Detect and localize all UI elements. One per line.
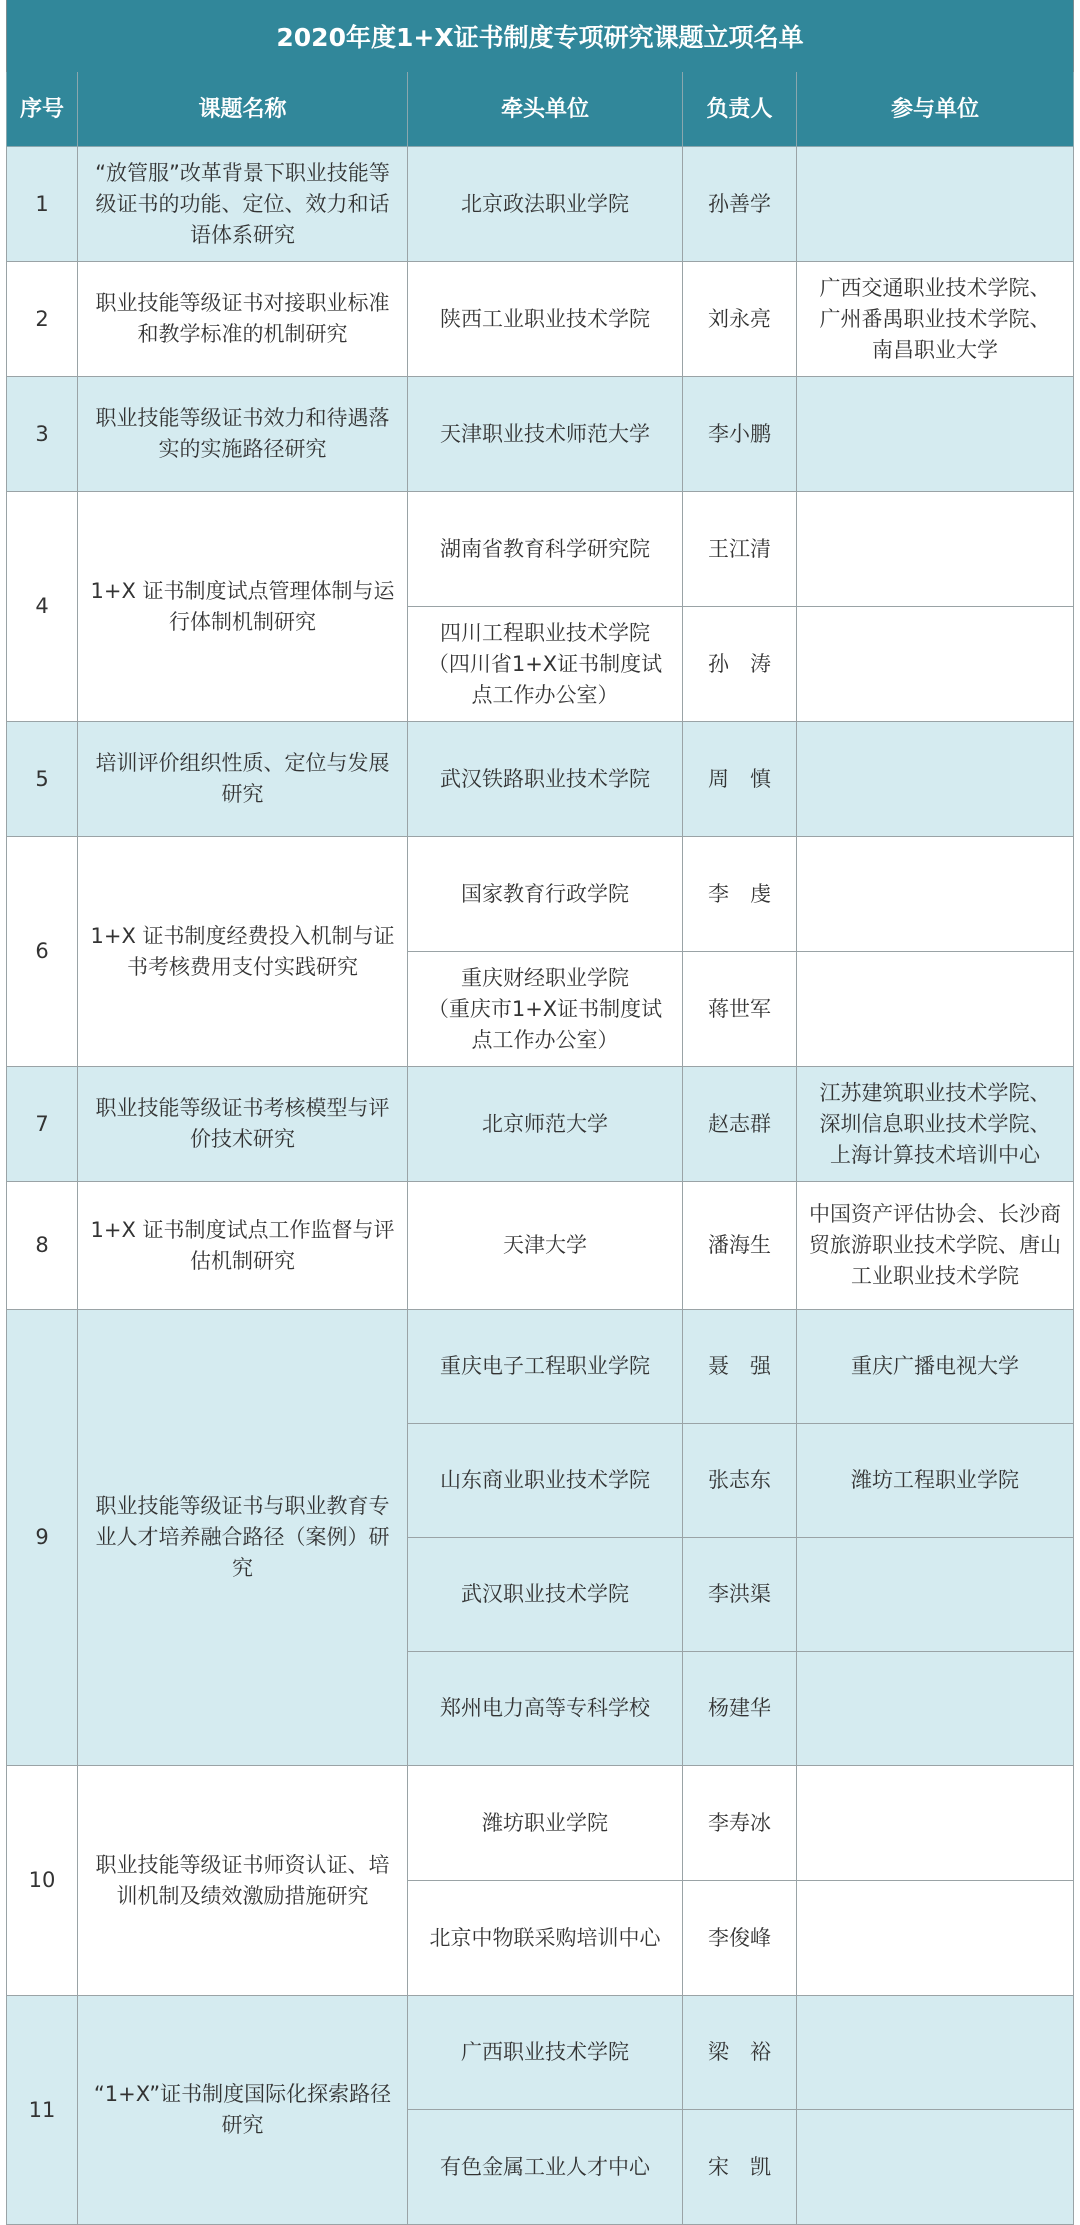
row-number: 5 bbox=[6, 722, 78, 837]
partner-units bbox=[797, 722, 1074, 837]
partner-units bbox=[797, 492, 1074, 607]
lead-unit: 郑州电力高等专科学校 bbox=[408, 1652, 683, 1766]
row-number: 11 bbox=[6, 1996, 78, 2225]
lead-unit: 潍坊职业学院 bbox=[408, 1766, 683, 1881]
topic-name: “放管服”改革背景下职业技能等级证书的功能、定位、效力和话语体系研究 bbox=[78, 147, 408, 262]
lead-unit: 陕西工业职业技术学院 bbox=[408, 262, 683, 377]
partner-units bbox=[797, 1766, 1074, 1881]
person-in-charge: 孙善学 bbox=[683, 147, 797, 262]
topic-name: 1+X 证书制度试点管理体制与运行体制机制研究 bbox=[78, 492, 408, 722]
topic-name: 职业技能等级证书对接职业标准和教学标准的机制研究 bbox=[78, 262, 408, 377]
person-in-charge: 王江清 bbox=[683, 492, 797, 607]
lead-unit: 广西职业技术学院 bbox=[408, 1996, 683, 2110]
row-number: 9 bbox=[6, 1310, 78, 1766]
person-in-charge: 李小鹏 bbox=[683, 377, 797, 492]
row-number: 1 bbox=[6, 147, 78, 262]
partner-units bbox=[797, 1538, 1074, 1652]
partner-units bbox=[797, 147, 1074, 262]
lead-unit: 重庆电子工程职业学院 bbox=[408, 1310, 683, 1424]
partner-units: 江苏建筑职业技术学院、 深圳信息职业技术学院、 上海计算技术培训中心 bbox=[797, 1067, 1074, 1182]
partner-units bbox=[797, 1652, 1074, 1766]
lead-unit: 山东商业职业技术学院 bbox=[408, 1424, 683, 1538]
person-in-charge: 宋 凯 bbox=[683, 2110, 797, 2225]
person-in-charge: 聂 强 bbox=[683, 1310, 797, 1424]
row-number: 4 bbox=[6, 492, 78, 722]
person-in-charge: 刘永亮 bbox=[683, 262, 797, 377]
row-number: 6 bbox=[6, 837, 78, 1067]
person-in-charge: 张志东 bbox=[683, 1424, 797, 1538]
partner-units bbox=[797, 607, 1074, 722]
person-in-charge: 杨建华 bbox=[683, 1652, 797, 1766]
lead-unit: 天津大学 bbox=[408, 1182, 683, 1310]
partner-units bbox=[797, 952, 1074, 1067]
person-in-charge: 赵志群 bbox=[683, 1067, 797, 1182]
table-title: 2020年度1+X证书制度专项研究课题立项名单 bbox=[6, 0, 1074, 72]
header-lead-unit: 牵头单位 bbox=[408, 72, 683, 147]
header-partner: 参与单位 bbox=[797, 72, 1074, 147]
lead-unit: 湖南省教育科学研究院 bbox=[408, 492, 683, 607]
lead-unit: 重庆财经职业学院 （重庆市1+X证书制度试点工作办公室） bbox=[408, 952, 683, 1067]
topic-name: 职业技能等级证书师资认证、培训机制及绩效激励措施研究 bbox=[78, 1766, 408, 1996]
topic-name: “1+X”证书制度国际化探索路径研究 bbox=[78, 1996, 408, 2225]
partner-units: 潍坊工程职业学院 bbox=[797, 1424, 1074, 1538]
topic-name: 1+X 证书制度经费投入机制与证书考核费用支付实践研究 bbox=[78, 837, 408, 1067]
lead-unit: 武汉铁路职业技术学院 bbox=[408, 722, 683, 837]
person-in-charge: 李寿冰 bbox=[683, 1766, 797, 1881]
partner-units bbox=[797, 1996, 1074, 2110]
partner-units: 中国资产评估协会、长沙商贸旅游职业技术学院、唐山工业职业技术学院 bbox=[797, 1182, 1074, 1310]
person-in-charge: 蒋世军 bbox=[683, 952, 797, 1067]
lead-unit: 四川工程职业技术学院 （四川省1+X证书制度试点工作办公室） bbox=[408, 607, 683, 722]
person-in-charge: 孙 涛 bbox=[683, 607, 797, 722]
partner-units bbox=[797, 2110, 1074, 2225]
topic-name: 1+X 证书制度试点工作监督与评估机制研究 bbox=[78, 1182, 408, 1310]
lead-unit: 天津职业技术师范大学 bbox=[408, 377, 683, 492]
row-number: 2 bbox=[6, 262, 78, 377]
lead-unit: 北京中物联采购培训中心 bbox=[408, 1881, 683, 1996]
topic-name: 职业技能等级证书效力和待遇落实的实施路径研究 bbox=[78, 377, 408, 492]
lead-unit: 北京政法职业学院 bbox=[408, 147, 683, 262]
header-topic: 课题名称 bbox=[78, 72, 408, 147]
partner-units bbox=[797, 377, 1074, 492]
partner-units: 广西交通职业技术学院、 广州番禺职业技术学院、 南昌职业大学 bbox=[797, 262, 1074, 377]
person-in-charge: 李洪渠 bbox=[683, 1538, 797, 1652]
topic-name: 职业技能等级证书考核模型与评价技术研究 bbox=[78, 1067, 408, 1182]
lead-unit: 国家教育行政学院 bbox=[408, 837, 683, 952]
row-number: 3 bbox=[6, 377, 78, 492]
row-number: 7 bbox=[6, 1067, 78, 1182]
topic-name: 职业技能等级证书与职业教育专业人才培养融合路径（案例）研究 bbox=[78, 1310, 408, 1766]
header-no: 序号 bbox=[6, 72, 78, 147]
row-number: 10 bbox=[6, 1766, 78, 1996]
person-in-charge: 李俊峰 bbox=[683, 1881, 797, 1996]
lead-unit: 有色金属工业人才中心 bbox=[408, 2110, 683, 2225]
lead-unit: 北京师范大学 bbox=[408, 1067, 683, 1182]
person-in-charge: 周 慎 bbox=[683, 722, 797, 837]
partner-units bbox=[797, 837, 1074, 952]
person-in-charge: 潘海生 bbox=[683, 1182, 797, 1310]
person-in-charge: 李 虔 bbox=[683, 837, 797, 952]
row-number: 8 bbox=[6, 1182, 78, 1310]
person-in-charge: 梁 裕 bbox=[683, 1996, 797, 2110]
header-person: 负责人 bbox=[683, 72, 797, 147]
partner-units bbox=[797, 1881, 1074, 1996]
topic-name: 培训评价组织性质、定位与发展研究 bbox=[78, 722, 408, 837]
lead-unit: 武汉职业技术学院 bbox=[408, 1538, 683, 1652]
partner-units: 重庆广播电视大学 bbox=[797, 1310, 1074, 1424]
